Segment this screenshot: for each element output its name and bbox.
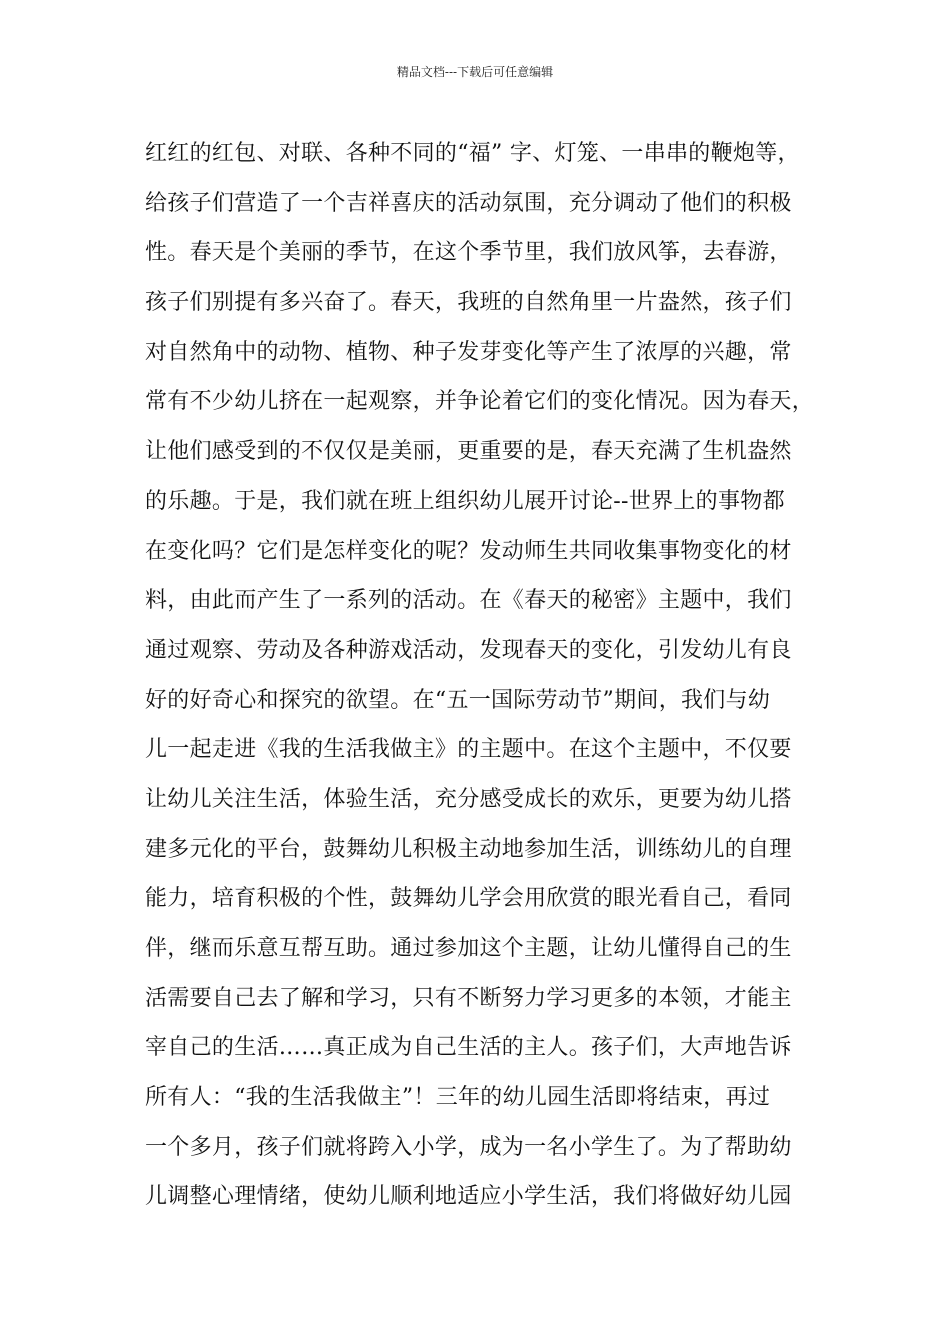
text-line: 所有人：“我的生活我做主”！三年的幼儿园生活即将结束，再过 [145,1085,771,1111]
document-body [145,129,815,1222]
text-line: 孩子们别提有多兴奋了。春天，我班的自然角里一片盎然，孩子们 [145,290,792,316]
text-line: 活需要自己去了解和学习，只有不断努力学习更多的本领，才能主 [145,985,792,1011]
text-line: 好的好奇心和探究的欲望。在“五一国际劳动节”期间，我们与幼 [145,687,771,713]
text-line: 儿一起走进《我的生活我做主》的主题中。在这个主题中，不仅要 [145,737,792,763]
text-line: 宰自己的生活……真正成为自己生活的主人。孩子们，大声地告诉 [145,1035,792,1061]
text-line: 性。春天是个美丽的季节，在这个季节里，我们放风筝，去春游， [145,240,792,266]
text-line: 在变化吗？它们是怎样变化的呢？发动师生共同收集事物变化的材 [145,538,792,564]
text-line: 对自然角中的动物、植物、种子发芽变化等产生了浓厚的兴趣，常 [145,339,792,365]
text-line: 伴，继而乐意互帮互助。通过参加这个主题，让幼儿懂得自己的生 [145,936,792,961]
text-line: 给孩子们营造了一个吉祥喜庆的活动氛围，充分调动了他们的积极 [145,190,792,216]
text-line: 常有不少幼儿挤在一起观察，并争论着它们的变化情况。因为春天， [145,389,815,415]
text-line: 建多元化的平台，鼓舞幼儿积极主动地参加生活，训练幼儿的自理 [145,836,792,862]
text-line: 的乐趣。于是，我们就在班上组织幼儿展开讨论--世界上的事物都 [145,488,785,514]
text-line: 通过观察、劳动及各种游戏活动，发现春天的变化，引发幼儿有良 [145,637,792,663]
text-line: 让他们感受到的不仅仅是美丽，更重要的是，春天充满了生机盎然 [145,439,792,465]
text-line: 儿调整心理情绪，使幼儿顺利地适应小学生活，我们将做好幼儿园 [145,1184,792,1210]
text-line: 一个多月，孩子们就将跨入小学，成为一名小学生了。为了帮助幼 [145,1134,792,1160]
text-line: 能力，培育积极的个性，鼓舞幼儿学会用欣赏的眼光看自己，看同 [145,886,792,912]
text-line: 料，由此而产生了一系列的活动。在《春天的秘密》主题中，我们 [145,588,792,614]
text-line: 红红的红包、对联、各种不同的“福” 字、灯笼、一串串的鞭炮等， [145,141,800,166]
text-line: 让幼儿关注生活，体验生活，充分感受成长的欢乐，更要为幼儿搭 [145,786,792,812]
page-header: 精品文档---下载后可任意编辑 [396,65,554,79]
